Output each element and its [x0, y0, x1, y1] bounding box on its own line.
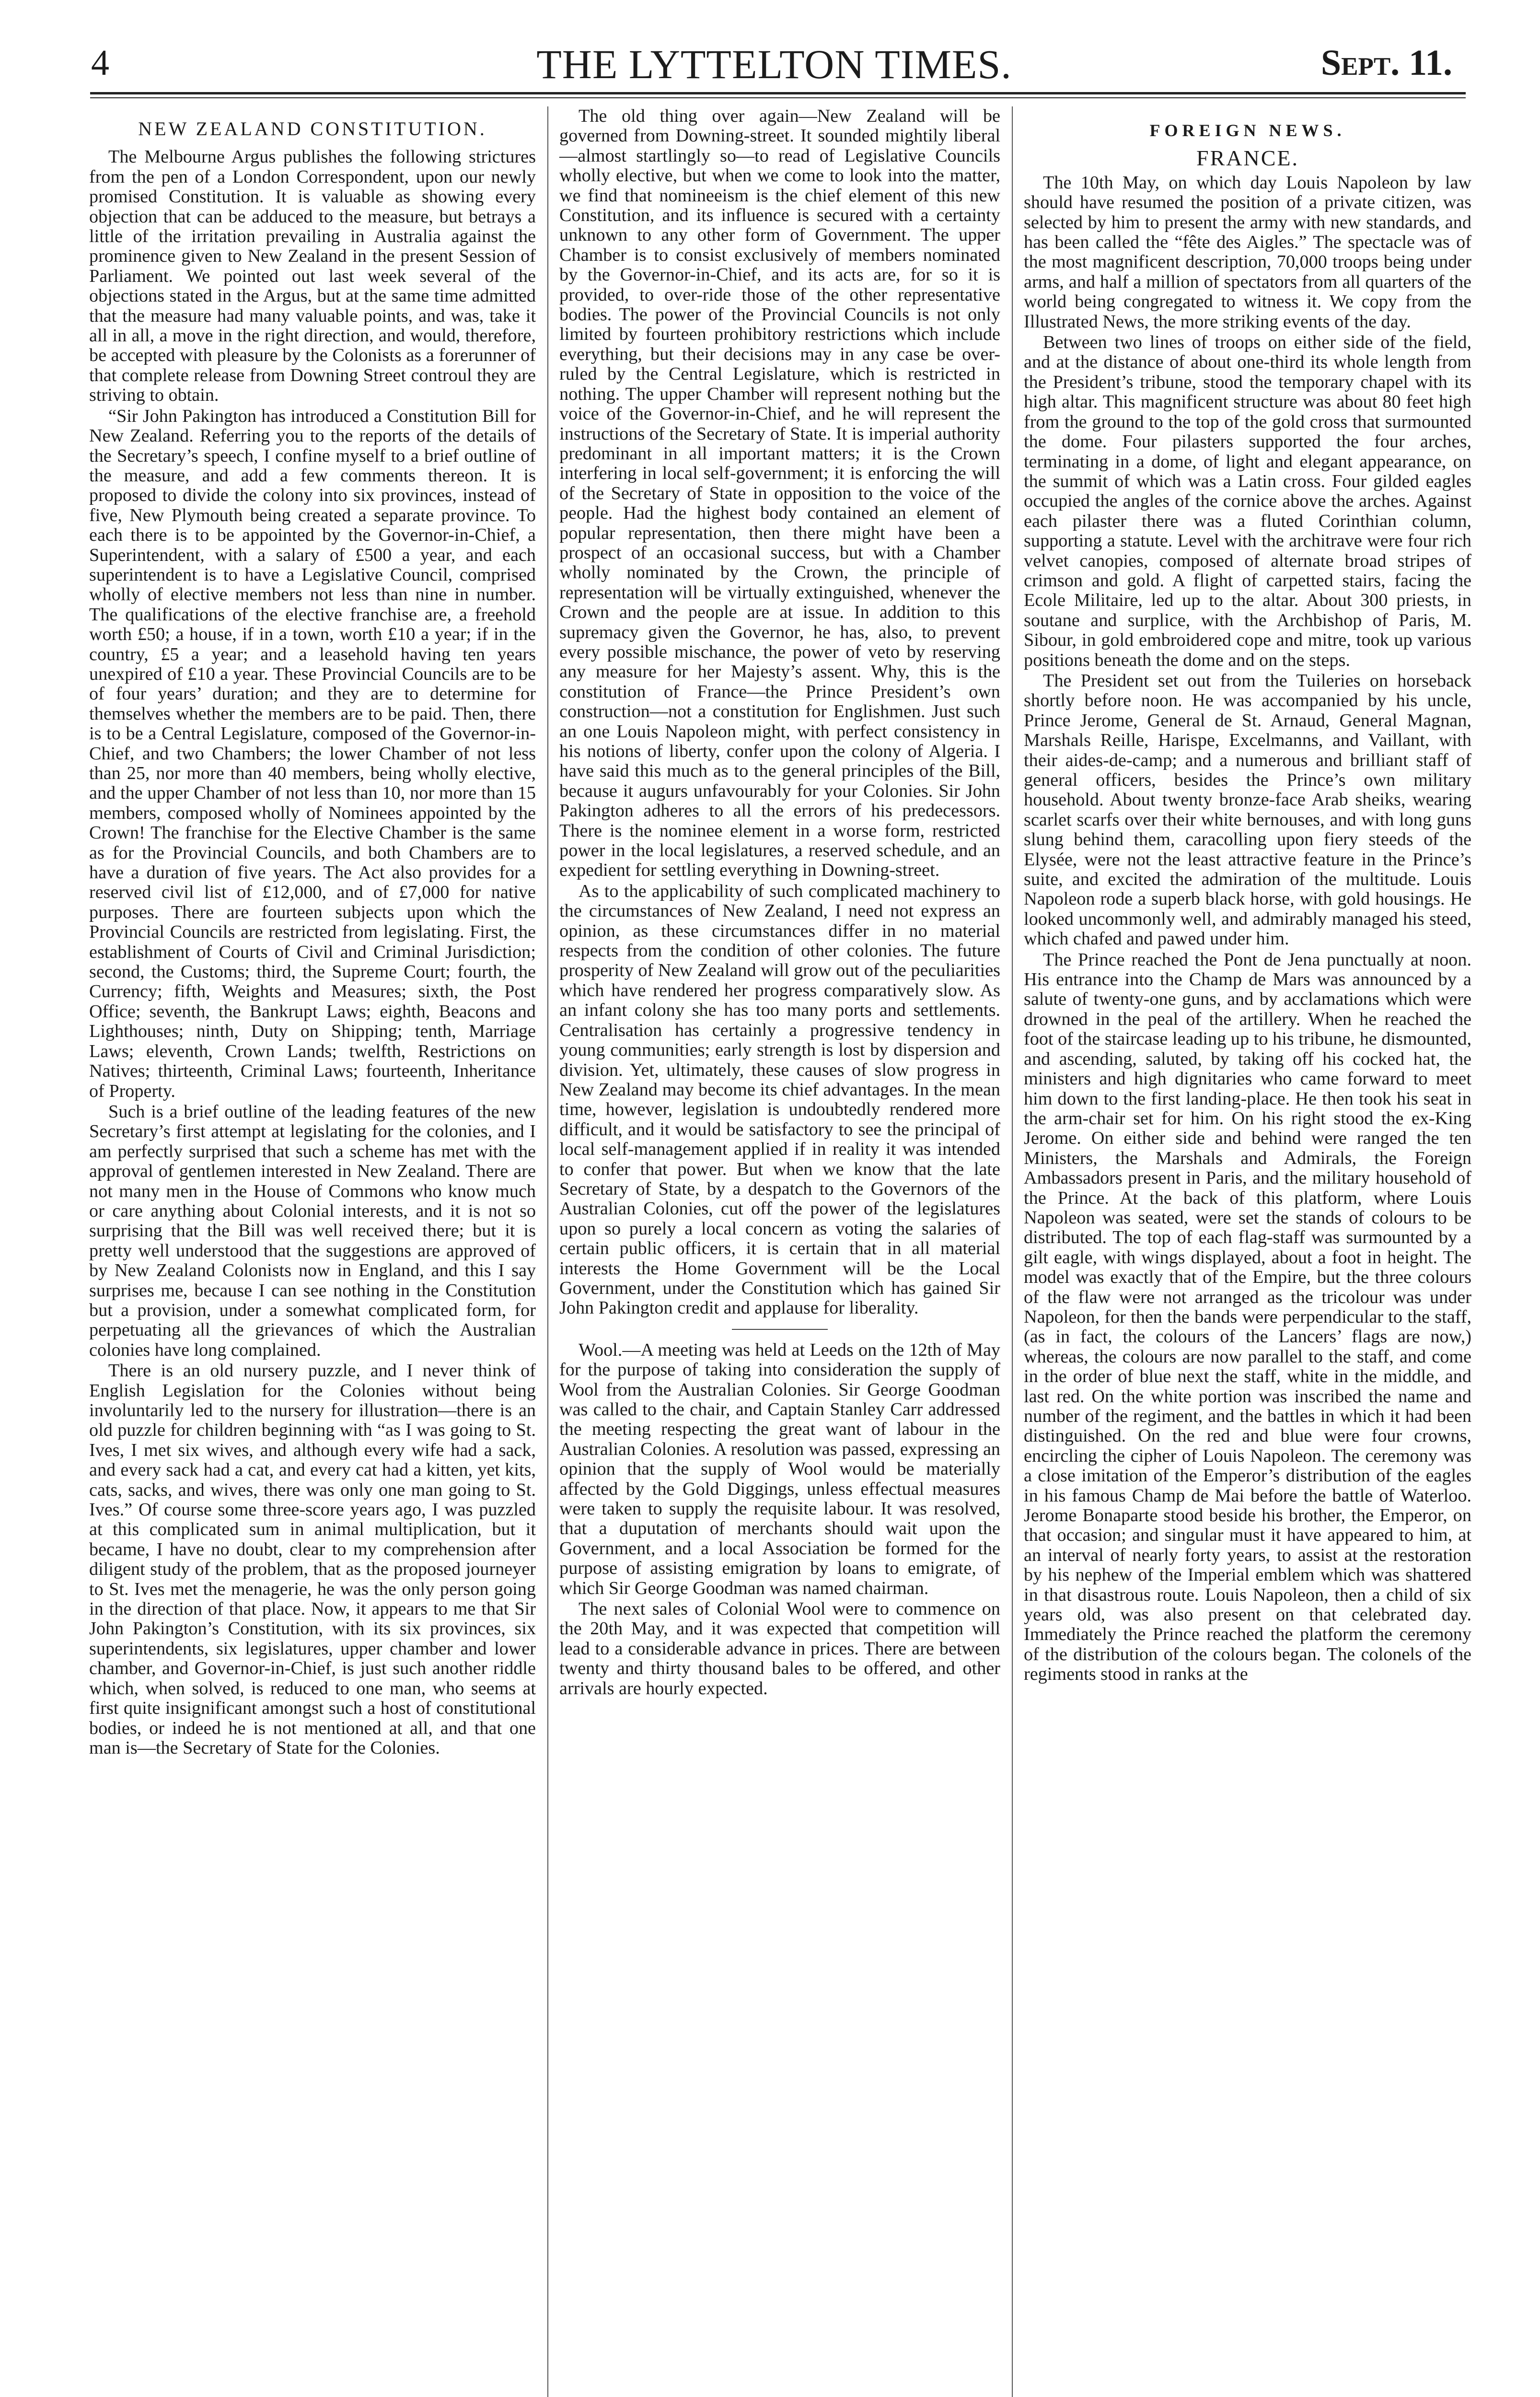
issue-date: Sept. 11. — [1320, 43, 1452, 83]
article-paragraph-wool: Wool.—A meeting was held at Leeds on the 12th of May for the purpose of taking into consideration the supply of Wool from the Australian Colonies. Sir George Goodman was called to the chair, and Captain Stanley Carr addressed the meeting respecting the great want of labour in the Australian Colonies. A resolution was passed, expressing an opinion that the supply of Wool would be materially affected by the Gold Diggings, unless effectual measures were taken to supply the requisite labour. It was resolved, that a duputation of merchants should wait upon the Government, and a local Association be formed for the purpose of assisting emigration by loans to emigrate, of which Sir George Goodman was named chairman. — [559, 1339, 1000, 1598]
article-paragraph: The next sales of Colonial Wool were to commence on the 20th May, and it was expected that competition will lead to a considerable advance in prices. There are between twenty and thirty thousand bales to be offered, and other arrivals are hourly expected. — [559, 1599, 1000, 1699]
article-paragraph: The Prince reached the Pont de Jena punctually at noon. His entrance into the Champ de Mars was announced by a salute of twenty-one guns, and by acclamations which were drowned in the peal of the artillery. When he reached the foot of the staircase leading up to his tribune, he dismounted, and ascending, saluted, by taking off his cocked hat, the ministers and high dignitaries who came forward to meet him down to the first landing-place. He then took his seat in the arm-chair set for him. On his right stood the ex-King Jerome. On either side and behind were ranged the ten Ministers, the Marshals and Admirals, the Foreign Ambassadors present in Paris, and the military household of the Prince. At the back of this platform, where Louis Napoleon was seated, were set the stands of colours to be distributed. The top of each flag-staff was surmounted by a gilt eagle, with wings displayed, about a foot in height. The model was exactly that of the Empire, but the three colours of the flaw were not arranged as the tricolour was under Napoleon, for then the bands were perpendicular to the staff, (as in fact, the colours of the Lancers’ flags are now,) whereas, the colours are now parallel to the staff, and come in the order of blue next the staff, white in the middle, and last red. On the white portion was inscribed the name and number of the regiment, and the battles in which it had been distinguished. On the red and blue were four crowns, encircling the cipher of Louis Napoleon. The ceremony was a close imitation of the Emperor’s distribution of the eagles in his famous Champ de Mai before the battle of Waterloo. Jerome Bonaparte stood beside his brother, the Emperor, on that occasion; and singular must it have appeared to him, at an interval of nearly forty years, to assist at the restoration by his nephew of the Imperial emblem which was shattered in that disastrous route. Louis Napoleon, then a child of six years old, was also present on that celebrated day. Immediately the Prince reached the platform the ceremony of the distribution of the colours began. The colonels of the regiments stood in ranks at the — [1024, 949, 1471, 1685]
column-1 — [89, 106, 536, 1758]
article-paragraph: The 10th May, on which day Louis Napoleon by law should have resumed the position of a private citizen, was selected by him to present the army with new standards, and has been called the “fête des Aigles.” The spectacle was of the most magnificent description, 70,000 troops being under arms, and half a million of spectators from all quarters of the world being congregated to witness it. We copy from the Illustrated News, the more striking events of the day. — [1024, 172, 1471, 332]
article-paragraph: The old thing over again—New Zealand will be governed from Downing-street. It sounded mightily liberal—almost startlingly so—to read of Legislative Councils wholly elective, but when we come to look into the matter, we find that nomineeism is the chief element of this new Constitution, and its influence is secured with a certainty unknown to any other form of Government. The upper Chamber is to consist exclusively of members nominated by the Governor-in-Chief, and its acts are, for so it is provided, to over-ride those of the other representative bodies. The power of the Provincial Councils is not only limited by fourteen prohibitory restrictions which include everything, but their decisions may in any case be over-ruled by the Central Legislature, which is restricted in nothing. The upper Chamber will represent nothing but the voice of the Governor-in-Chief, and he will represent the instructions of the Secretary of State. It is imperial authority predominant in all important matters; it is the Crown interfering in local self-government; it is enforcing the will of the Secretary of State in opposition to the voice of the people. Had the highest body contained an element of popular representation, then there might have been a prospect of an occasional success, but with a Chamber wholly nominated by the Crown, the principle of representation will be virtually extinguished, whenever the Crown and the people are at issue. In addition to this supremacy given the Governor, he has, also, to prevent every possible mischance, the power of veto by reserving any measure for her Majesty’s assent. Why, this is the constitution of France—the Prince President’s own construction—not a constitution for Englishmen. Just such an one Louis Napoleon might, with perfect consistency in his notions of liberty, confer upon the colony of Algeria. I have said this much as to the general principles of the Bill, because it augurs unfavourably for your Colonies. Sir John Pakington adheres to all the errors of his predecessors. There is the nominee element in a worse form, restricted power in the local legislatures, a reserved schedule, and an expedient for settling everything in Downing-street. — [559, 106, 1000, 881]
column-divider — [547, 106, 548, 2397]
article-paragraph: Such is a brief outline of the leading features of the new Secretary’s first attempt at legislating for the colonies, and I am perfectly surprised that such a scheme has met with the approval of gentlemen interested in New Zealand. There are not many men in the House of Commons who know much or care anything about Colonial interests, and it is not so surprising that the Bill was well received there; but it is pretty well understood that the suggestions are approved of by New Zealand Colonists now in England, and this I say surprises me, because I can see nothing in the Constitution but a provision, under a somewhat complicated form, for perpetuating all the grievances of which the Australian colonies have long complained. — [89, 1101, 536, 1360]
article-divider — [732, 1329, 828, 1330]
article-paragraph: Between two lines of troops on either side of the field, and at the distance of about one-third its whole length from the President’s tribune, stood the temporary chapel with its high altar. This magnificent structure was about 80 feet high from the ground to the top of the gold cross that surmounted the dome. Four pilasters supported the four arches, terminating in a dome, of light and elegant appearance, on the summit of which was a Latin cross. Four gilded eagles occupied the angles of the cornice above the arches. Against each pilaster there was a fluted Corinthian column, supporting a statute. Level with the architrave were four rich velvet canopies, composed of alternate broad stripes of crimson and gold. A flight of carpetted stairs, facing the Ecole Militaire, led up to the altar. About 300 priests, in soutane and surplice, with the Archbishop of Paris, M. Sibour, in gold embroidered cope and mitre, took up various positions beneath the dome and on the steps. — [1024, 332, 1471, 670]
article-paragraph: As to the applicability of such complicated machinery to the circumstances of New Zealand, I need not express an opinion, as these circumstances differ in no material respects from the condition of other colonies. The future prosperity of New Zealand will grow out of the peculiarities which have rendered her progress comparatively slow. As an infant colony she has too many ports and settlements. Centralisation has certainly a progressive tendency in young communities; early strength is lost by dispersion and division. Yet, ultimately, these causes of slow progress in New Zealand may become its chief advantages. In the mean time, however, legislation is undoubtedly rendered more difficult, and it would be satisfactory to see the principal of local self-management applied if in reality it was intended to confer that power. But when we know that the late Secretary of State, by a despatch to the Governors of the Australian Colonies, cut off the power of the legislatures upon so purely a local concern as voting the salaries of certain public officers, it is certain that in all material interests the Home Government will be the Local Government, under the Constitution which has gained Sir John Pakington credit and applause for liberality. — [559, 881, 1000, 1318]
section-heading-foreign-news: FOREIGN NEWS. — [1149, 121, 1346, 140]
article-paragraph: “Sir John Pakington has introduced a Constitution Bill for New Zealand. Referring you to the reports of the details of the Secretary’s speech, I confine myself to a brief outline of the measure, and add a few comments thereon. It is proposed to divide the colony into six provinces, instead of five, New Plymouth being created a separate province. To each there is to be appointed by the Governor-in-Chief, a Superintendent, with a salary of £500 a year, and each superintendent is to have a Legislative Council, comprised wholly of elective members not less than nine in number. The qualifications of the elective franchise are, a freehold worth £50; a house, if in a town, worth £10 a year; if in the country, £5 a year; and a leasehold having ten years unexpired of £10 a year. These Provincial Councils are to be of four years’ duration; and they are to determine for themselves whether the members are to be paid. Then, there is to be a Central Legislature, composed of the Governor-in-Chief, and two Chambers; the lower Chamber of not less than 25, nor more than 40 members, being wholly elective, and the upper Chamber of not less than 10, nor more than 15 members, composed wholly of Nominees appointed by the Crown! The franchise for the Elective Chamber is the same as for the Provincial Councils, and both Chambers are to have a duration of five years. The Act also provides for a reserved civil list of £12,000, and of £7,000 for native purposes. There are fourteen subjects upon which the Provincial Councils are restricted from legislating. First, the establishment of Courts of Civil and Criminal Jurisdiction; second, the Customs; third, the Supreme Court; fourth, the Currency; fifth, Weights and Measures; sixth, the Post Office; seventh, the Bankrupt Laws; eighth, Beacons and Lighthouses; ninth, Duty on Shipping; tenth, Marriage Laws; eleventh, Crown Lands; twelfth, Restrictions on Natives; thirteenth, Criminal Laws; fourteenth, Inheritance of Property. — [89, 406, 536, 1101]
page-number: 4 — [91, 43, 109, 83]
article-paragraph: There is an old nursery puzzle, and I never think of English Legislation for the Colonies without being involuntarily led to the nursery for illustration—there is an old puzzle for children beginning with “as I was going to St. Ives, I met six wives, and although every wife had a sack, and every sack had a cat, and every cat had a kitten, yet kits, cats, sacks, and wives, there was only one man going to St. Ives.” Of course some three-score years ago, I was puzzled at this complicated sum in animal multiplication, but it became, I have no doubt, clear to my comprehension after diligent study of the problem, that as the proposed journeyer to St. Ives met the menagerie, he was the only person going in the direction of that place. Now, it appears to me that Sir John Pakington’s Constitution, with its six provinces, six superintendents, six legislatures, upper chamber and lower chamber, and Governor-in-Chief, is just such another riddle which, when solved, is reduced to one man, who seems at first quite insignificant amongst such a host of constitutional bodies, or indeed he is not mentioned at all, and that one man is—the Secretary of State for the Colonies. — [89, 1361, 536, 1758]
masthead-rule-thin — [90, 97, 1466, 98]
masthead — [72, 29, 1476, 96]
column-3 — [1024, 106, 1471, 1685]
column-2 — [559, 106, 1000, 1699]
article-heading-constitution: NEW ZEALAND CONSTITUTION. — [138, 118, 487, 140]
masthead-rule — [90, 92, 1466, 94]
article-paragraph: The President set out from the Tuileries on horseback shortly before noon. He was accompanied by his uncle, Prince Jerome, General de St. Arnaud, General Magnan, Marshals Reille, Harispe, Excelmanns, and Vaillant, with their aides-de-camp; and a numerous and brilliant staff of general officers, besides the Prince’s own military household. About twenty bronze-face Arab sheiks, wearing scarlet scarfs over their white bernouses, and with long guns slung behind them, caracolling upon fiery steeds of the Elysée, were not the least attractive feature in the Prince’s suite, and excited the admiration of the multitude. Louis Napoleon rode a superb black horse, with gold housings. He looked uncommonly well, and admirably managed his steed, which chafed and pawed under him. — [1024, 670, 1471, 949]
column-divider — [1012, 106, 1013, 2397]
newspaper-title: THE LYTTELTON TIMES. — [536, 41, 1012, 87]
article-paragraph: The Melbourne Argus publishes the following strictures from the pen of a London Correspondent, upon our newly promised Constitution. It is valuable as showing every objection that can be adduced to the measure, but betrays a little of the irritation prevailing in Australia against the prominence given to New Zealand in the present Session of Parliament. We pointed out last week several of the objections stated in the Argus, but at the same time admitted that the measure had many valuable points, and was, take it all in all, a move in the right direction, and would, therefore, be accepted with pleasure by the Colonists as a forerunner of that complete release from Downing Street controul they are striving to obtain. — [89, 147, 536, 406]
section-subheading-france: FRANCE. — [1196, 146, 1299, 171]
